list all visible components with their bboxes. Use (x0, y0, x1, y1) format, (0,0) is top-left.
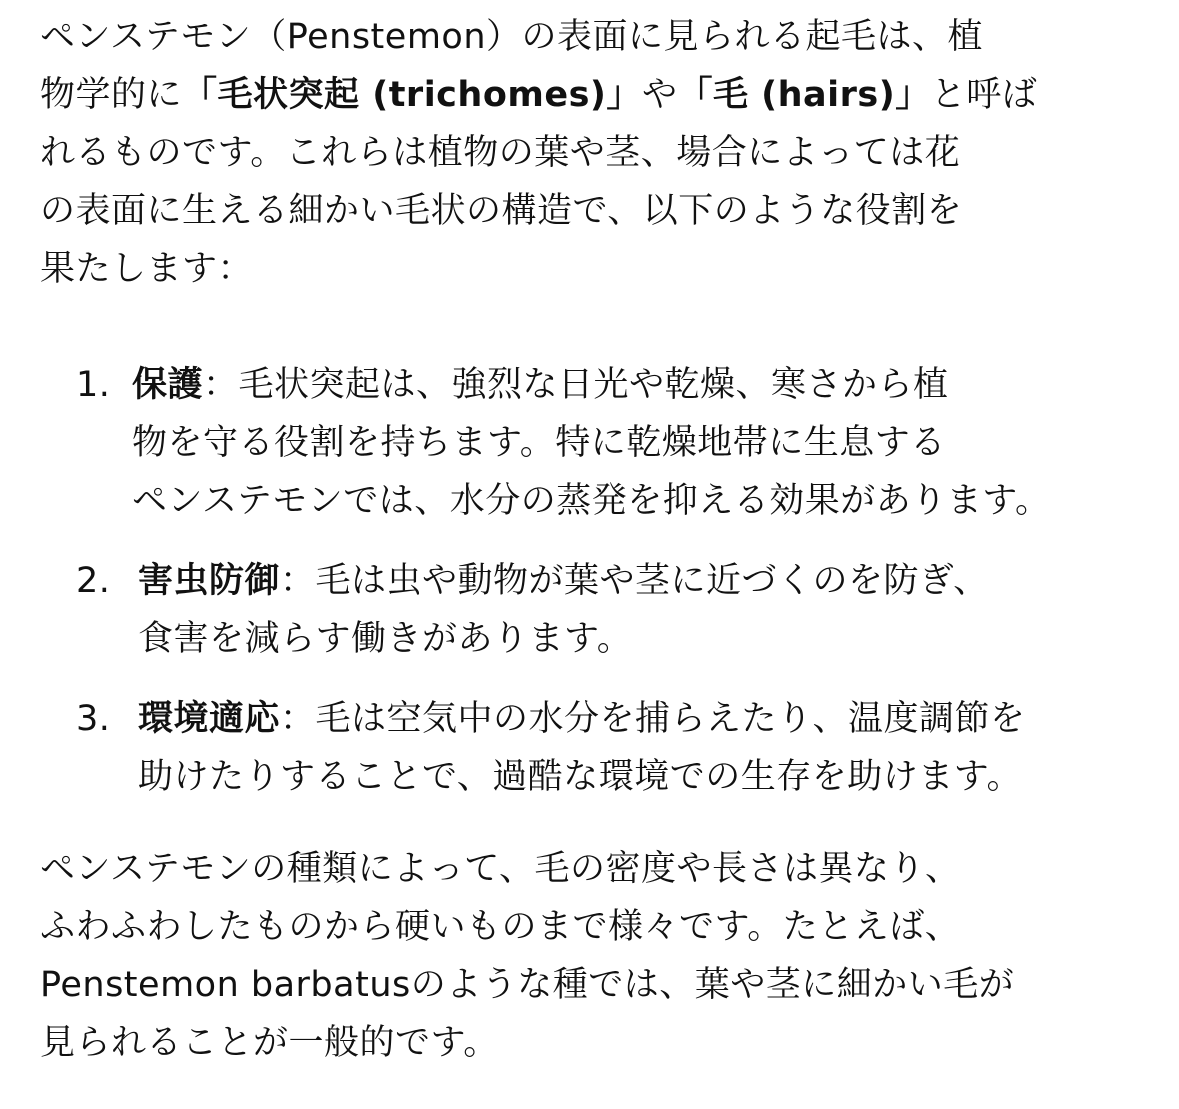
text-line: 助けたりすることで、過酷な環境での生存を助けます。 (138, 757, 1023, 797)
text-line (40, 66, 1160, 124)
list-item-body (138, 690, 1160, 806)
bold-term-hairs: 「毛 (hairs)」 (677, 75, 931, 115)
document-body (40, 8, 1160, 1072)
outro-paragraph (40, 840, 1160, 1072)
text-line: ペンステモン（Penstemon）の表面に見られる起毛は、植 (40, 17, 984, 57)
text-line: 物を守る役割を持ちます。特に乾燥地帯に生息する (132, 423, 946, 463)
text-line: ペンステモンでは、水分の蒸発を抑える効果があります。 (132, 481, 1051, 521)
text-line: 見られることが一般的です。 (40, 1023, 499, 1063)
list-number: 2. (76, 561, 111, 601)
list-item (76, 552, 1160, 668)
text-span: ：毛状突起は、強烈な日光や乾燥、寒さから植 (203, 365, 949, 405)
text-line: 果たします： (40, 249, 254, 289)
text-span: 物学的に (40, 75, 183, 115)
list-number: 3. (76, 699, 111, 739)
intro-paragraph (40, 8, 1160, 298)
list-item-title: 保護 (132, 365, 204, 405)
list-item (76, 356, 1160, 530)
list-item (76, 690, 1160, 806)
text-line: ペンステモンの種類によって、毛の密度や長さは異なり、 (40, 849, 961, 889)
text-line (138, 690, 1160, 748)
text-line (138, 552, 1160, 610)
text-span: ：毛は空気中の水分を捕らえたり、温度調節を (280, 699, 1026, 739)
text-line: Penstemon barbatusのような種では、葉や茎に細かい毛が (40, 965, 1015, 1005)
numbered-list (40, 356, 1160, 806)
list-item-body (138, 552, 1160, 668)
text-span: ：毛は虫や動物が葉や茎に近づくのを防ぎ、 (280, 561, 989, 601)
text-span: や (641, 75, 678, 115)
list-item-title: 害虫防御 (138, 561, 281, 601)
list-item-body (132, 356, 1160, 530)
text-line: の表面に生える細かい毛状の構造で、以下のような役割を (40, 191, 963, 231)
bold-term-trichomes: 「毛状突起 (trichomes)」 (182, 75, 642, 115)
text-span: と呼ば (930, 75, 1038, 115)
text-line: 食害を減らす働きがあります。 (138, 619, 633, 659)
list-number: 1. (76, 365, 111, 405)
list-item-title: 環境適応 (138, 699, 281, 739)
text-line: れるものです。これらは植物の葉や茎、場合によっては花 (40, 133, 961, 173)
text-line (132, 356, 1160, 414)
text-line: ふわふわしたものから硬いものまで様々です。たとえば、 (40, 907, 961, 947)
